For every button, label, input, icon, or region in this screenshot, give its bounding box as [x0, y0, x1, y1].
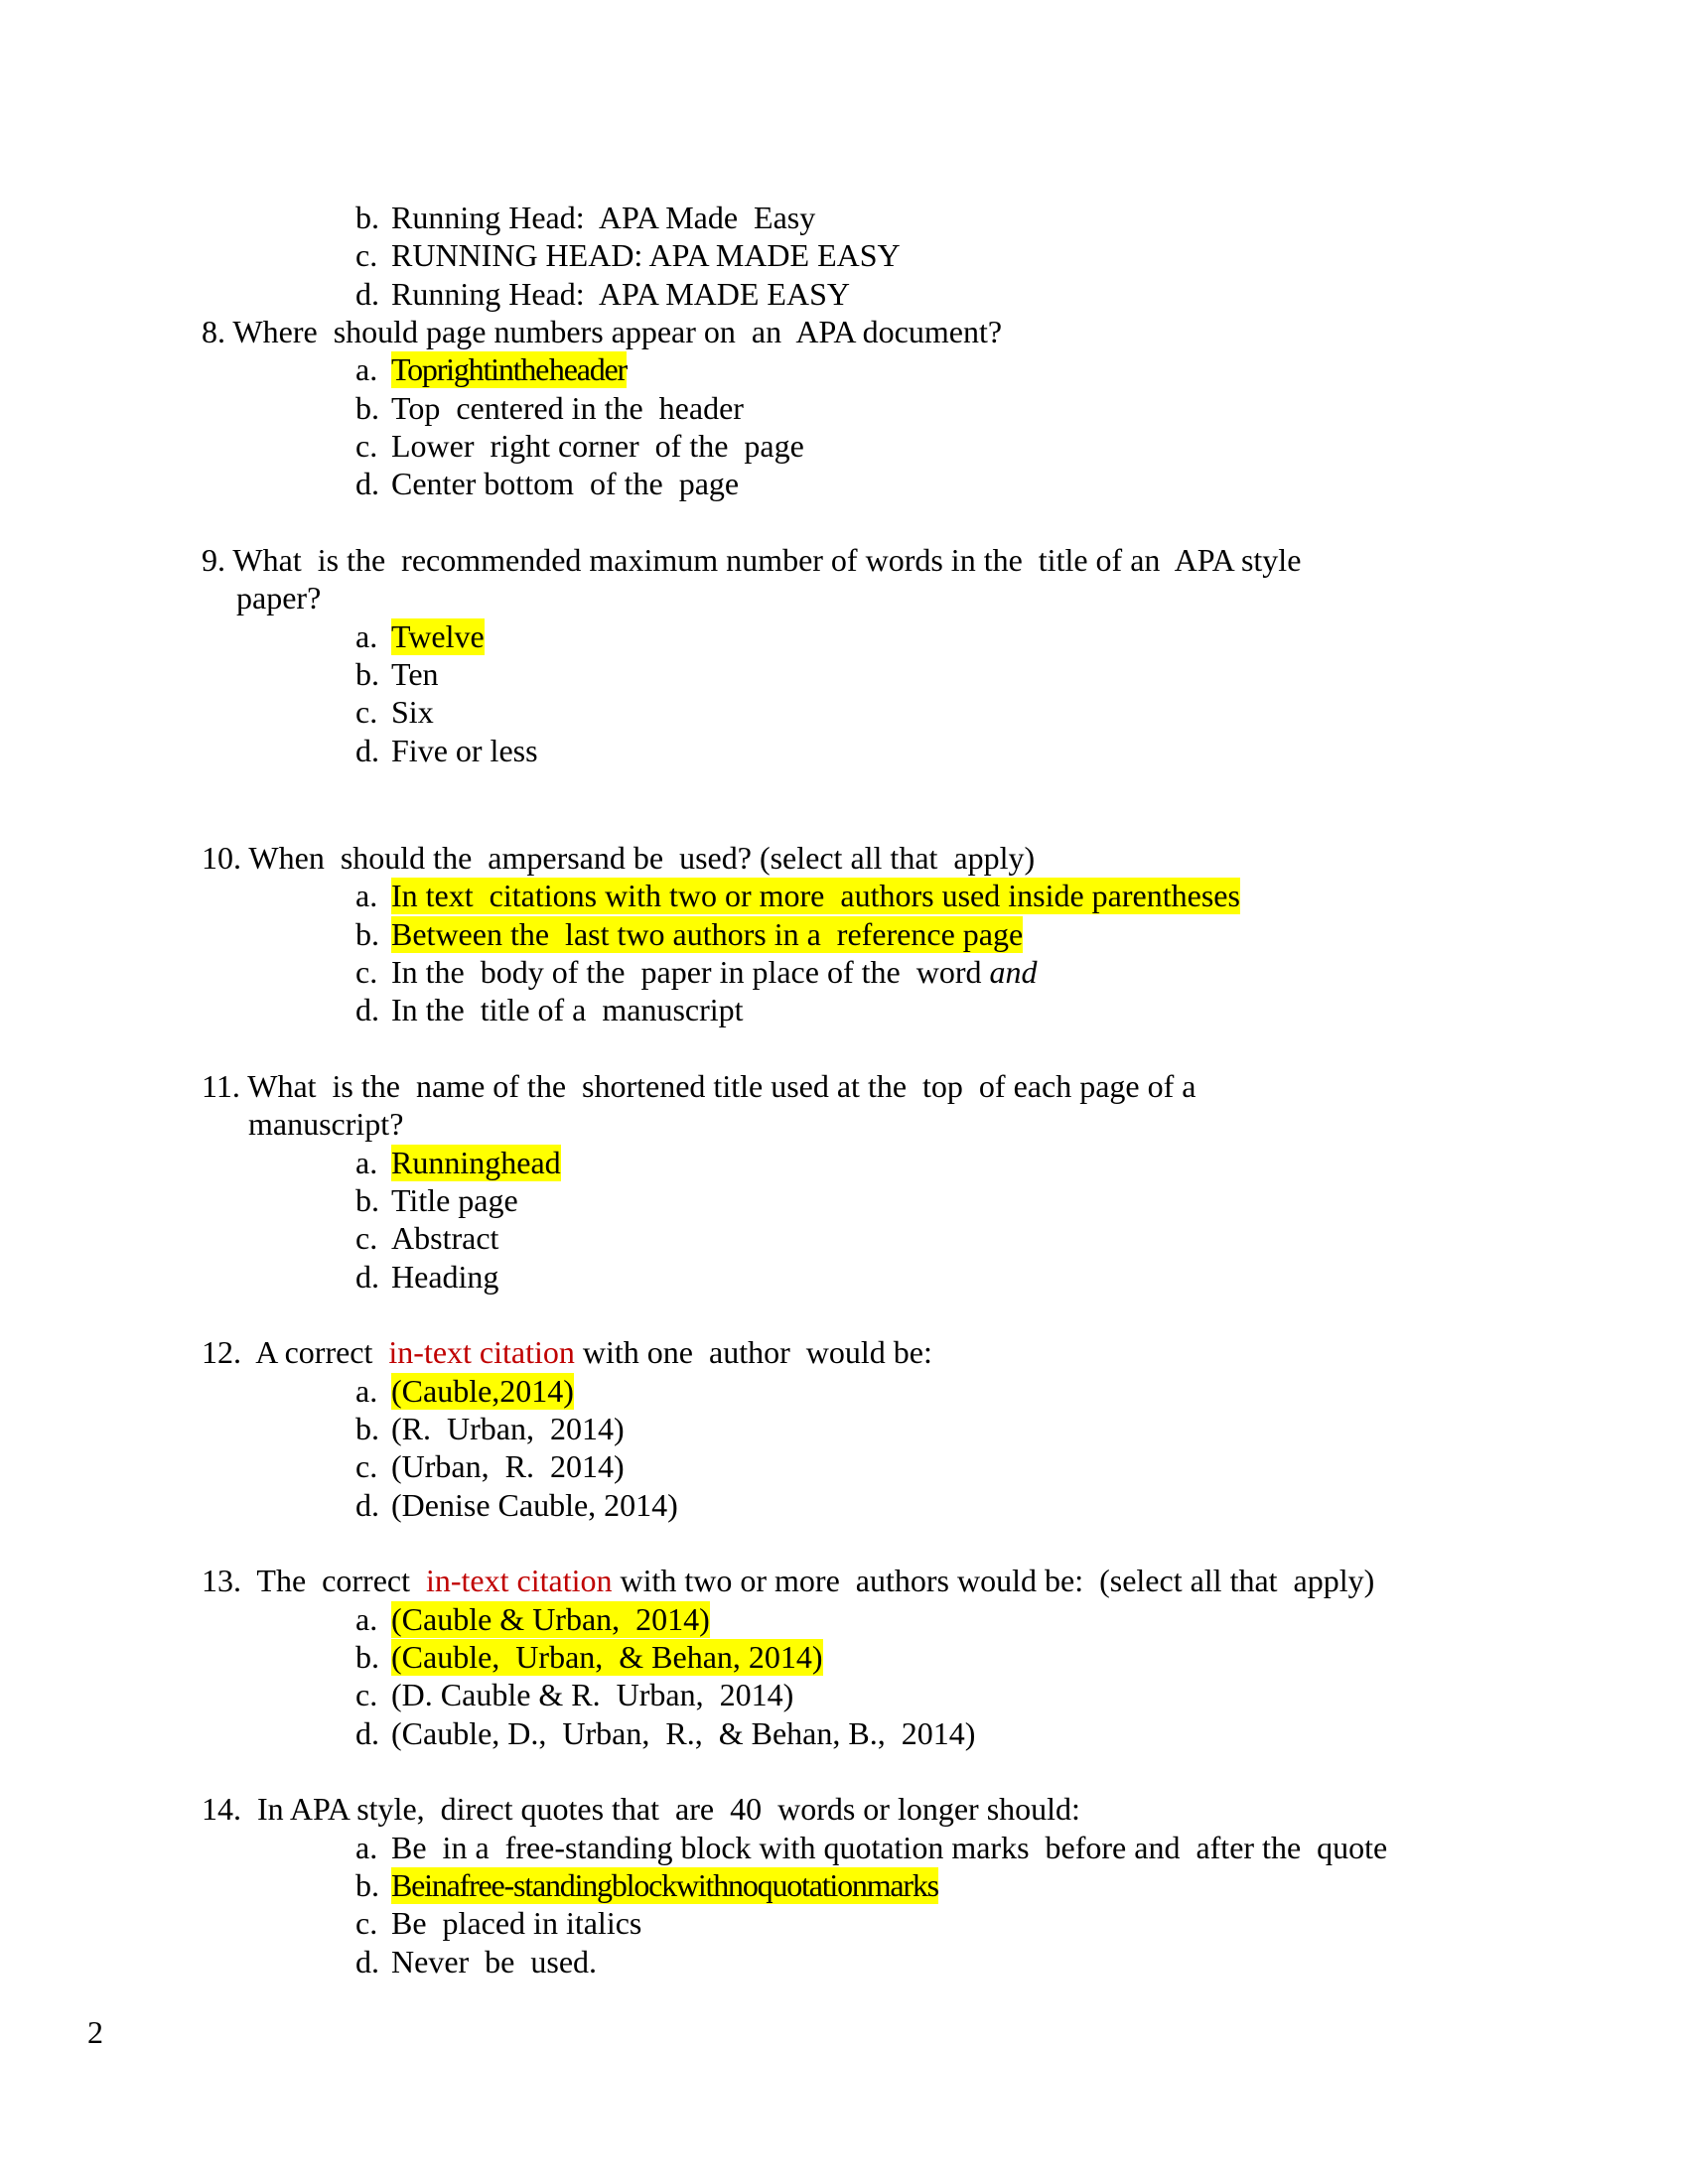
question-text: What is the recommended maximum number of words in the title of an APA style [232, 542, 1302, 578]
question-text: The correct [256, 1563, 426, 1598]
question-text: Where should page numbers appear on an APA document? [232, 314, 1003, 349]
option-text-italic: and [989, 954, 1038, 990]
option-label: b. [355, 1639, 379, 1675]
option-text: (Cauble, D., Urban, R., & Behan, B., 2014) [391, 1715, 976, 1751]
question-12-stem [202, 1334, 932, 1371]
option-text: Heading [391, 1259, 499, 1295]
option-label: d. [355, 466, 379, 501]
question-10-stem [202, 840, 1035, 877]
option-label: c. [355, 428, 378, 464]
question-number: 10. [202, 840, 241, 876]
option-text: Running Head: APA Made Easy [391, 200, 816, 235]
option-text-highlighted: (Cauble & Urban, 2014) [391, 1601, 710, 1637]
option-label: a. [355, 878, 378, 913]
option-label: c. [355, 1677, 378, 1712]
option-text: RUNNING HEAD: APA MADE EASY [391, 237, 901, 273]
question-text: with two or more authors would be: (select all that apply) [612, 1563, 1375, 1598]
question-number: 14. [202, 1791, 241, 1827]
option-text-highlighted: (Cauble, Urban, & Behan, 2014) [391, 1639, 823, 1675]
option-label: c. [355, 1448, 378, 1484]
option-label: b. [355, 1182, 379, 1218]
option-label: d. [355, 1259, 379, 1295]
question-number: 13. [202, 1563, 241, 1598]
option-label: d. [355, 1715, 379, 1751]
question-number: 9. [202, 542, 225, 578]
option-label: a. [355, 618, 378, 654]
option-label: d. [355, 1487, 379, 1523]
option-label: c. [355, 954, 378, 990]
question-8-stem [202, 314, 1002, 350]
option-text: (R. Urban, 2014) [391, 1411, 625, 1446]
option-label: c. [355, 237, 378, 273]
option-label: d. [355, 733, 379, 768]
question-text: In APA style, direct quotes that are 40 words or longer should: [257, 1791, 1080, 1827]
option-text: Running Head: APA MADE EASY [391, 276, 850, 312]
option-text: (Denise Cauble, 2014) [391, 1487, 678, 1523]
option-text-highlighted: (Cauble,2014) [391, 1373, 574, 1409]
question-13-stem [202, 1563, 1374, 1599]
option-text: Title page [391, 1182, 518, 1218]
question-text: What is the name of the shortened title used at the top of each page of a [247, 1068, 1196, 1104]
option-label: c. [355, 1905, 378, 1941]
option-text-highlighted: Toprightinthe header [391, 351, 628, 387]
option-label: c. [355, 694, 378, 730]
option-text: Center bottom of the page [391, 466, 740, 501]
option-text-highlighted: Beinafree-standingblockwithnoquotationmarks [391, 1867, 938, 1903]
question-number: 8. [202, 314, 225, 349]
question-text: with one author would be: [574, 1334, 932, 1370]
question-14-stem [202, 1791, 1080, 1828]
in-text-citation-term: in-text citation [388, 1334, 575, 1370]
option-text: Never be used. [391, 1944, 598, 1979]
page-number: 2 [87, 2014, 103, 2050]
question-text: A correct [255, 1334, 389, 1370]
question-11-stem [202, 1068, 1196, 1105]
option-text: Top centered in the header [391, 390, 744, 426]
option-label: d. [355, 276, 379, 312]
option-label: c. [355, 1220, 378, 1256]
question-number: 11. [202, 1068, 240, 1104]
option-label: b. [355, 390, 379, 426]
option-text-highlighted: Runninghead [391, 1145, 561, 1180]
option-text: (D. Cauble & R. Urban, 2014) [391, 1677, 794, 1712]
option-label: b. [355, 916, 379, 952]
option-text: Five or less [391, 733, 538, 768]
option-label: a. [355, 1601, 378, 1637]
option-text: Ten [391, 656, 439, 692]
option-text: Abstract [391, 1220, 499, 1256]
option-label: a. [355, 1145, 378, 1180]
question-11-stem-continued: manuscript? [248, 1106, 404, 1142]
option-text: In the title of a manuscript [391, 992, 744, 1027]
option-text-plain: In the body of the paper in place of the word [391, 954, 990, 990]
option-text: (Urban, R. 2014) [391, 1448, 625, 1484]
option-text: Lower right corner of the page [391, 428, 804, 464]
question-9-stem [202, 542, 1301, 579]
option-text-highlighted: Twelve [391, 618, 485, 654]
in-text-citation-term: in-text citation [425, 1563, 613, 1598]
option-label: a. [355, 1830, 378, 1865]
option-label: a. [355, 351, 378, 387]
option-label: b. [355, 1867, 379, 1903]
option-label: d. [355, 992, 379, 1027]
question-number: 12. [202, 1334, 241, 1370]
option-label: d. [355, 1944, 379, 1979]
question-9-stem-continued: paper? [236, 580, 322, 615]
option-text: Six [391, 694, 434, 730]
option-text-highlighted: In text citations with two or more authors used inside parentheses [391, 878, 1240, 913]
option-label: b. [355, 1411, 379, 1446]
option-text-highlighted: Between the last two authors in a reference page [391, 916, 1024, 952]
option-label: a. [355, 1373, 378, 1409]
option-text: Be placed in italics [391, 1905, 642, 1941]
option-text: Be in a free-standing block with quotation marks before and after the quote [391, 1830, 1388, 1865]
question-text: When should the ampersand be used? (select all that apply) [248, 840, 1036, 876]
option-label: b. [355, 200, 379, 235]
option-label: b. [355, 656, 379, 692]
option-text [391, 954, 1037, 991]
